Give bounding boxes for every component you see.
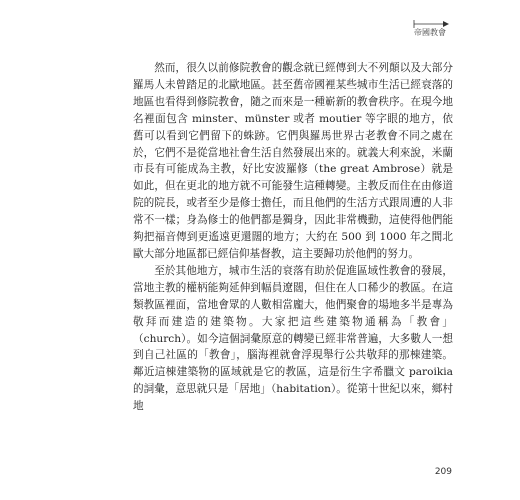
paragraph-1: 然而，很久以前修院教會的觀念就已經傳到大不列顛以及大部分羅馬人未曾踏足的北歐地區。甚至舊帝國裡某些城市生活已經衰落的地區也看得到修院教會，隨之而來是一種嶄新的教會秩序。在現今地名裡面包含 minster、münster 或者 moutier 等字眼的地方，依舊可以看到它們留下的蛛跡。它們與羅馬世界古老教會不同之處在於，它們不是從當地社會生活自然發展出來的。就義大利來說，米蘭市長有可能成為主教，好比安波羅修（the great Ambrose）就是如此，但在更北的地方就不可能發生這種轉變。主教反而住在由修道院的院長，或者至少是修士擔任，而且他們的生活方式跟周遭的人非常不一樣；身為修士的他們都是獨身，因此非常機動，這使得他們能夠把福音傳到更遙遠更還闊的地方；大約在 500 到 1000 年之間北歐大部分地區都已經信仰基督教，這主要歸功於他們的努力。 bbox=[133, 62, 453, 260]
page-number: 209 bbox=[434, 467, 452, 477]
running-header-label: 帝國教會 bbox=[414, 28, 446, 37]
running-header bbox=[410, 18, 450, 42]
paragraph-2: 至於其他地方，城市生活的衰落有助於促進區域性教會的發展，當地主教的權柄能夠延伸到幅員遼闊，但住在人口稀少的教區。在這類教區裡面，當地會眾的人數相當龐大，他們聚會的場地多半是專為敬拜而建造的建築物。大家把這些建築物通稱為「教會」（church）。如今這個詞彙原意的轉變已經非常普遍，大多數人一想到自己社區的「教會」，腦海裡就會浮現舉行公共敬拜的那棟建築。鄰近這棟建築物的區域就是它的教區，這是衍生字希臘文 paroikia 的詞彙，意思就只是「居地」（habitation）。從第十世紀以來，鄉村地 bbox=[133, 264, 453, 413]
body-text bbox=[133, 60, 453, 415]
